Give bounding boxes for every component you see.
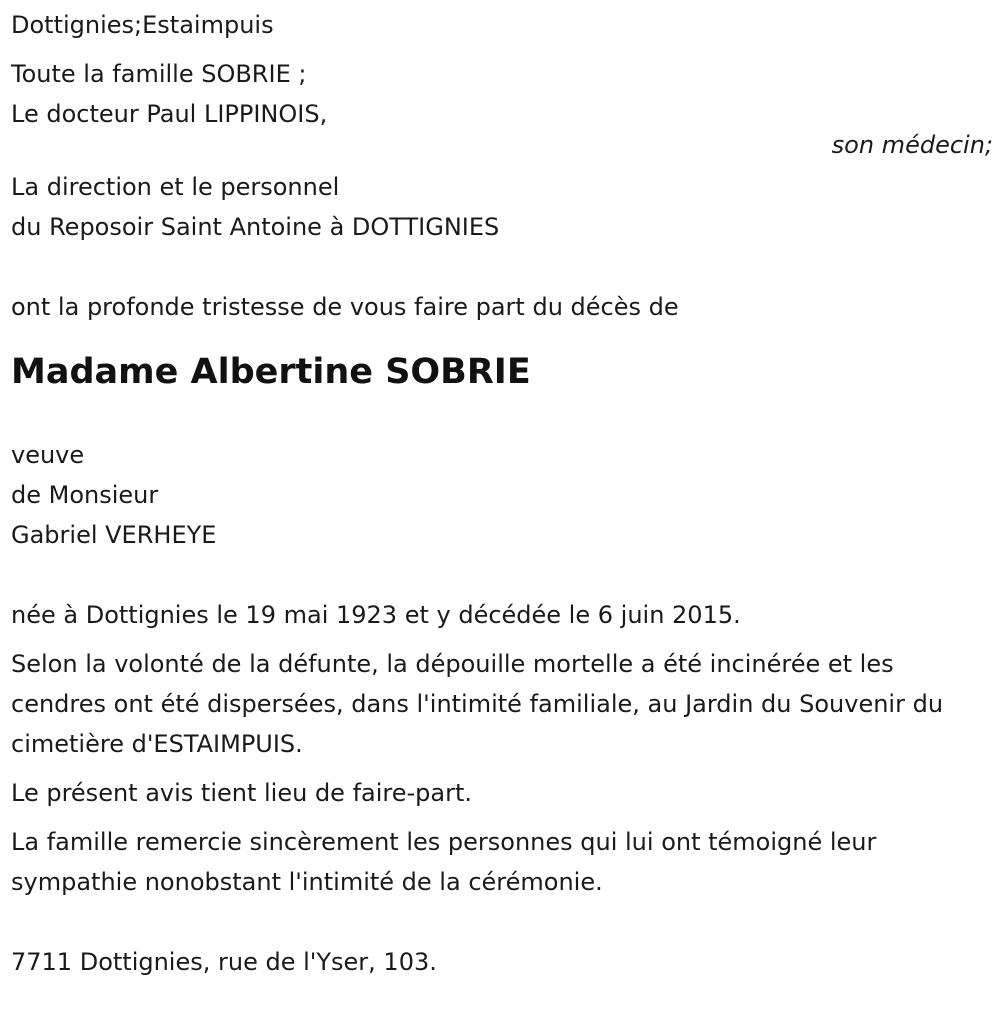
address-line: 7711 Dottignies, rue de l'Yser, 103. <box>11 948 437 976</box>
spacer <box>11 45 993 54</box>
spacer <box>11 327 993 349</box>
family-line: Toute la famille SOBRIE ; <box>11 60 307 88</box>
status-line-2: de Monsieur <box>11 481 159 509</box>
thanks-paragraph: La famille remercie sincèrement les personnes qui lui ont témoigné leur sympathie nonobstant l'intimité de la cérémonie. <box>11 828 877 896</box>
spacer <box>11 158 993 167</box>
dates-line: née à Dottignies le 19 mai 1923 et y décédée le 6 juin 2015. <box>11 601 741 629</box>
direction-line-2: du Reposoir Saint Antoine à DOTTIGNIES <box>11 213 500 241</box>
ashes-paragraph: Selon la volonté de la défunte, la dépouille mortelle a été incinérée et les cendres ont été dispersées, dans l'intimité familiale, au Jardin du Souvenir du cimetière d'ESTAIMPUIS. <box>11 650 944 758</box>
locations-header: Dottignies;Estaimpuis <box>11 11 274 39</box>
spacer <box>11 902 993 942</box>
spacer <box>11 764 993 773</box>
notice-line: Le présent avis tient lieu de faire-part. <box>11 779 473 807</box>
doctor-line: Le docteur Paul LIPPINOIS, <box>11 100 328 128</box>
spacer <box>11 555 993 595</box>
spacer <box>11 395 993 435</box>
direction-line-1: La direction et le personnel <box>11 173 340 201</box>
spacer <box>11 813 993 822</box>
obituary-notice <box>11 5 993 982</box>
doctor-role: son médecin; <box>831 131 993 159</box>
status-line-1: veuve <box>11 441 85 469</box>
spacer <box>11 635 993 644</box>
deceased-name: Madame Albertine SOBRIE <box>11 352 531 392</box>
announcement-line: ont la profonde tristesse de vous faire part du décès de <box>11 293 679 321</box>
status-line-3: Gabriel VERHEYE <box>11 521 217 549</box>
spacer <box>11 247 993 287</box>
